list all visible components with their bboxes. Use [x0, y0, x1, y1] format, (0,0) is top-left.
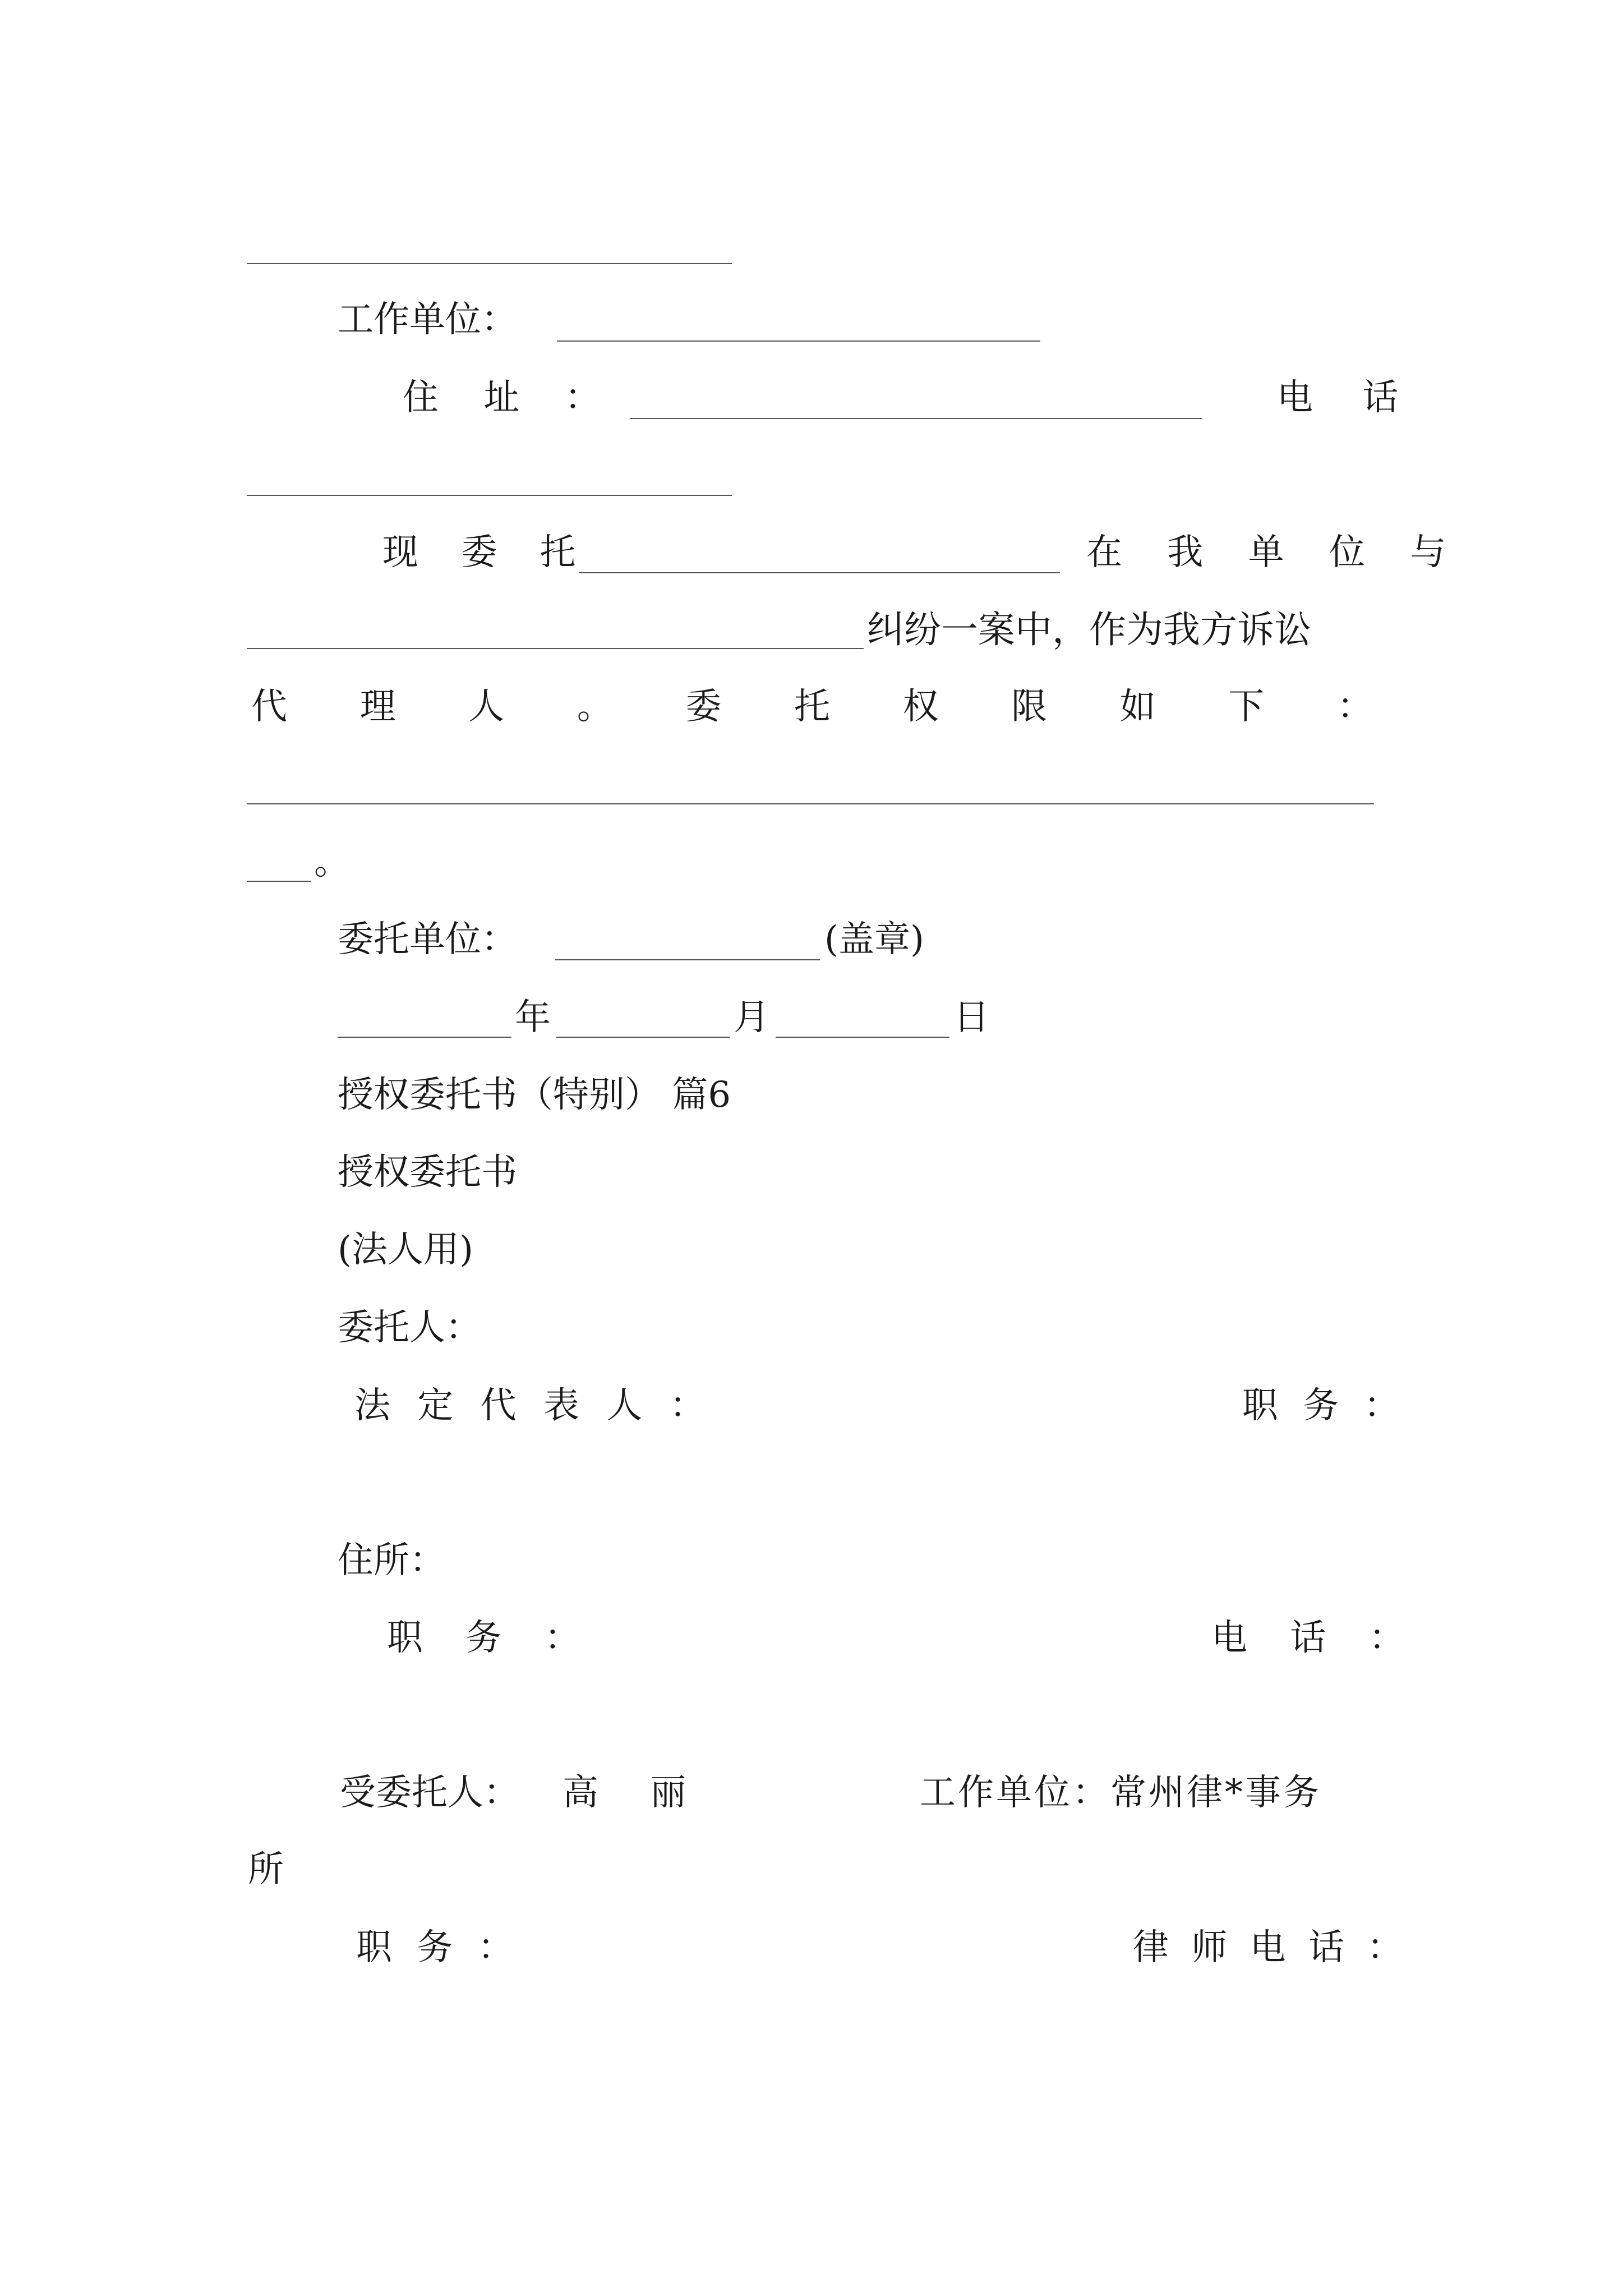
- lawyer-phone-label: 律 师 电 话 ：: [1133, 1927, 1409, 1968]
- year-blank: [338, 1037, 511, 1038]
- day-blank: [776, 1037, 949, 1038]
- authority-line: 代 理 人 。 委 托 权 限 如 下 ：: [251, 686, 1373, 728]
- entrusting-unit-label: 委托单位：: [338, 919, 517, 960]
- entrust-suffix: 在 我 单 位 与: [1086, 532, 1463, 573]
- entrusted-blank: [579, 572, 1060, 573]
- agent-label: 受委托人：: [340, 1772, 519, 1814]
- section-heading: 授权委托书（特别） 篇6: [338, 1074, 731, 1116]
- legal-rep-label: 法 定 代 表 人 ：: [354, 1385, 713, 1427]
- position-label-3: 职 务 ：: [356, 1927, 520, 1968]
- authority-blank-cont: [247, 881, 311, 882]
- work-unit-label: 工作单位：: [338, 299, 517, 341]
- dispute-text: 纠纷一案中，作为我方诉讼: [867, 608, 1311, 651]
- month-blank: [556, 1037, 730, 1038]
- blank-line-top: [247, 263, 732, 264]
- phone-label-2: 电 话 ：: [1211, 1617, 1421, 1659]
- entrust-prefix: 现 委 托: [382, 532, 592, 573]
- seal-label: (盖章): [824, 919, 924, 960]
- position-label-1: 职 务 ：: [1242, 1385, 1407, 1427]
- year-label: 年: [515, 997, 551, 1038]
- address-blank: [630, 418, 1202, 419]
- phone-blank: [247, 495, 732, 496]
- month-label: 月: [734, 997, 769, 1038]
- phone-label: 电 话: [1277, 377, 1418, 418]
- agent-work-unit-cont: 所: [248, 1849, 284, 1890]
- period-mark: 。: [314, 841, 350, 883]
- residence-label: 住所：: [338, 1540, 445, 1581]
- principal-label: 委托人：: [338, 1307, 481, 1349]
- address-label: 住 址 ：: [403, 377, 617, 418]
- dispute-party-blank: [247, 648, 864, 649]
- agent-name: 高 丽: [562, 1772, 707, 1814]
- agent-work-unit: 工作单位：常州律*事务: [920, 1772, 1321, 1814]
- document-title: 授权委托书: [338, 1152, 517, 1193]
- day-label: 日: [953, 997, 989, 1038]
- document-subtitle: (法人用): [338, 1229, 473, 1271]
- position-label-2: 职 务 ：: [387, 1617, 596, 1659]
- entrusting-unit-blank: [555, 959, 820, 960]
- authority-blank: [247, 803, 1374, 804]
- work-unit-blank: [557, 341, 1040, 342]
